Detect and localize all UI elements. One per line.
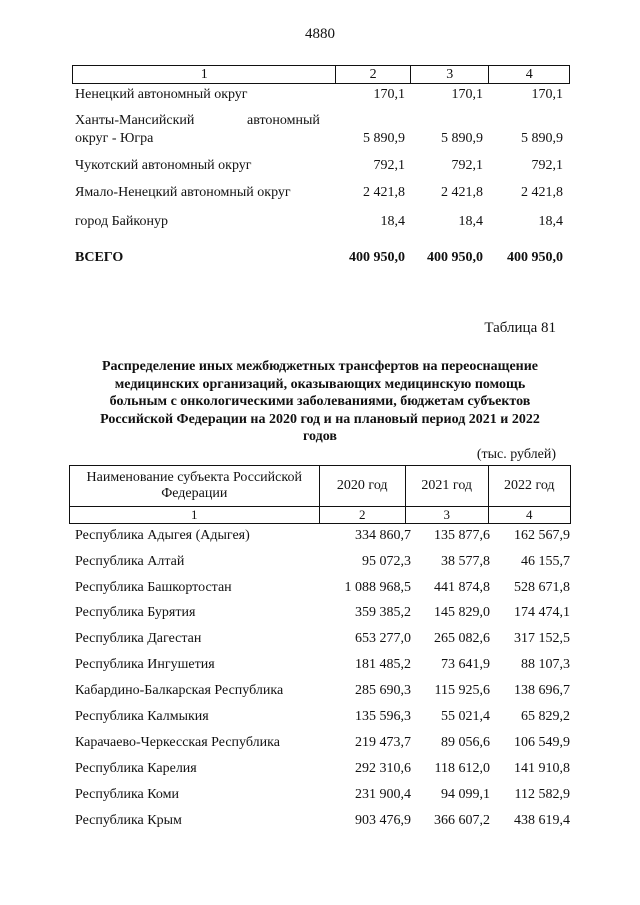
value-2020: 334 860,7 [355, 528, 411, 543]
units-note: (тыс. рублей) [476, 447, 556, 462]
table-row [75, 185, 565, 205]
region-name-part: округ - Югра [75, 131, 154, 146]
value-2021: 366 607,2 [434, 813, 490, 828]
value-2022: 170,1 [531, 87, 563, 102]
value-2022: 65 829,2 [521, 709, 570, 724]
table-row [75, 761, 572, 781]
value-2020: 231 900,4 [355, 787, 411, 802]
top-table-column-numbers [72, 65, 570, 84]
title-line: годов [303, 429, 337, 444]
table-row [75, 631, 572, 651]
value-2020: 2 421,8 [363, 185, 405, 200]
total-label: ВСЕГО [75, 250, 124, 265]
region-name: Кабардино-Балкарская Республика [75, 683, 284, 698]
region-name: Республика Дагестан [75, 631, 202, 646]
region-name: Республика Адыгея (Адыгея) [75, 528, 250, 543]
value-2021: 118 612,0 [434, 761, 490, 776]
table-row [75, 528, 572, 548]
value-2020: 653 277,0 [355, 631, 411, 646]
title-line: Распределение иных межбюджетных трансфертов на переоснащение [101, 359, 539, 374]
value-2020: 792,1 [373, 158, 405, 173]
value-2022: 18,4 [538, 214, 563, 229]
value-2022: 106 549,9 [514, 735, 570, 750]
page-number: 4880 [305, 26, 335, 42]
total-row [75, 250, 565, 270]
title-line: Российской Федерации на 2020 год и на плановый период 2021 и 2022 [100, 411, 540, 427]
region-name: Чукотский автономный округ [75, 158, 252, 173]
value-2021: 170,1 [451, 87, 483, 102]
column-number: 3 [410, 66, 489, 83]
value-2022: 792,1 [531, 158, 563, 173]
table-row [75, 87, 565, 107]
value-2022: 88 107,3 [521, 657, 570, 672]
value-2022: 528 671,8 [514, 580, 570, 595]
total-2022: 400 950,0 [507, 250, 563, 265]
value-2020: 170,1 [373, 87, 405, 102]
total-2020: 400 950,0 [349, 250, 405, 265]
total-2021: 400 950,0 [427, 250, 483, 265]
value-2022: 438 619,4 [514, 813, 570, 828]
value-2020: 903 476,9 [355, 813, 411, 828]
region-name: Республика Коми [75, 787, 179, 802]
table-row [75, 554, 572, 574]
region-name: Республика Карелия [75, 761, 197, 776]
value-2021: 135 877,6 [434, 528, 490, 543]
table-row [75, 113, 565, 153]
value-2022: 2 421,8 [521, 185, 563, 200]
value-2022: 112 582,9 [514, 787, 570, 802]
table-row [75, 580, 572, 600]
main-table-header [69, 465, 571, 524]
region-name: Республика Калмыкия [75, 709, 209, 724]
value-2021: 2 421,8 [441, 185, 483, 200]
column-number: 2 [319, 507, 405, 523]
value-2022: 162 567,9 [514, 528, 570, 543]
value-2020: 1 088 968,5 [344, 580, 411, 595]
value-2020: 285 690,3 [355, 683, 411, 698]
column-number: 2 [335, 66, 410, 83]
value-2021: 38 577,8 [441, 554, 490, 569]
title-line: больным с онкологическими заболеваниями, бюджетам субъектов [109, 394, 531, 409]
value-2021: 5 890,9 [441, 131, 483, 146]
region-name: Ямало-Ненецкий автономный округ [75, 185, 291, 200]
column-number: 4 [488, 507, 571, 523]
column-number: 4 [488, 66, 569, 83]
value-2022: 46 155,7 [521, 554, 570, 569]
region-name-part: автономный [247, 113, 320, 128]
region-name: город Байконур [75, 214, 168, 229]
value-2020: 219 473,7 [355, 735, 411, 750]
table-row [75, 709, 572, 729]
table-row [75, 735, 572, 755]
region-name-part: Ханты-Мансийский [75, 113, 195, 128]
table-row [75, 605, 572, 625]
region-name: Республика Ингушетия [75, 657, 215, 672]
column-number: 3 [405, 507, 488, 523]
column-number: 1 [191, 507, 198, 522]
value-2021: 115 925,6 [434, 683, 490, 698]
column-header-2022: 2022 год [488, 466, 571, 506]
table-title [60, 358, 580, 446]
region-name: Республика Башкортостан [75, 580, 232, 595]
column-header-2021: 2021 год [405, 466, 488, 506]
region-name: Карачаево-Черкесская Республика [75, 735, 280, 750]
value-2022: 138 696,7 [514, 683, 570, 698]
table-row [75, 214, 565, 234]
value-2021: 792,1 [451, 158, 483, 173]
value-2020: 292 310,6 [355, 761, 411, 776]
value-2020: 18,4 [380, 214, 405, 229]
region-name: Республика Бурятия [75, 605, 196, 620]
region-name: Ненецкий автономный округ [75, 87, 248, 102]
value-2020: 5 890,9 [363, 131, 405, 146]
value-2021: 18,4 [458, 214, 483, 229]
value-2021: 145 829,0 [434, 605, 490, 620]
column-number: 1 [200, 67, 208, 82]
value-2022: 174 474,1 [514, 605, 570, 620]
table-row [75, 787, 572, 807]
value-2021: 73 641,9 [441, 657, 490, 672]
value-2021: 55 021,4 [441, 709, 490, 724]
table-row [75, 158, 565, 178]
table-row [75, 683, 572, 703]
table-row [75, 657, 572, 677]
value-2020: 181 485,2 [355, 657, 411, 672]
title-line: медицинских организаций, оказывающих медицинскую помощь [114, 376, 526, 392]
value-2022: 5 890,9 [521, 131, 563, 146]
column-header-2020: 2020 год [319, 466, 405, 506]
value-2020: 135 596,3 [355, 709, 411, 724]
region-name: Республика Крым [75, 813, 182, 828]
region-name: Республика Алтай [75, 554, 185, 569]
value-2020: 359 385,2 [355, 605, 411, 620]
value-2021: 441 874,8 [434, 580, 490, 595]
value-2021: 94 099,1 [441, 787, 490, 802]
table-label: Таблица 81 [484, 320, 556, 336]
column-header-region: Наименование субъекта Российской Федерации [86, 470, 302, 501]
value-2022: 141 910,8 [514, 761, 570, 776]
value-2021: 265 082,6 [434, 631, 490, 646]
value-2022: 317 152,5 [514, 631, 570, 646]
value-2020: 95 072,3 [362, 554, 411, 569]
table-row [75, 813, 572, 833]
value-2021: 89 056,6 [441, 735, 490, 750]
